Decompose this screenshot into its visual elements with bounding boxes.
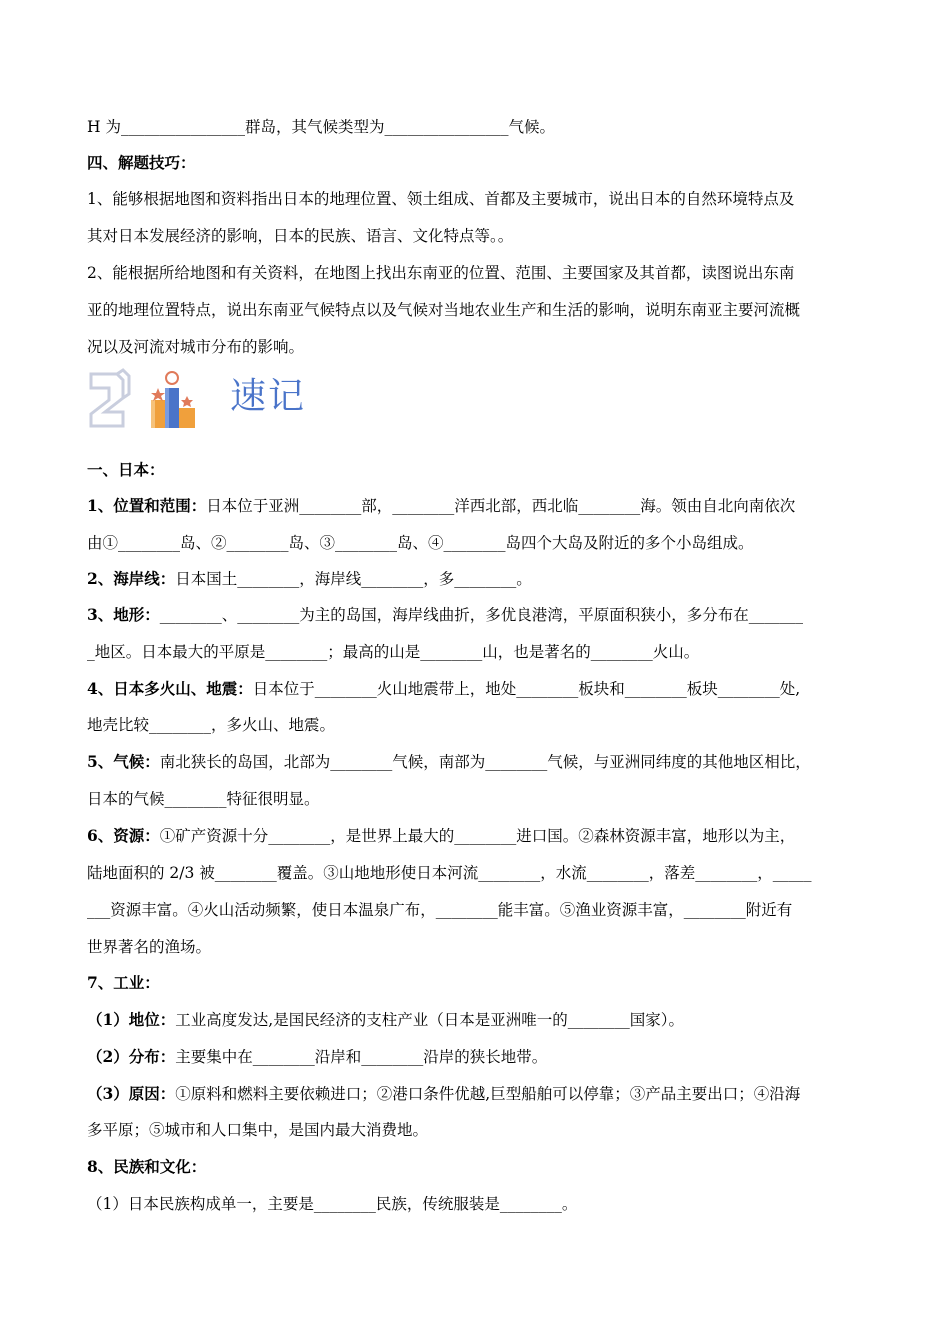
section-heading: 7、工业： <box>87 973 160 992</box>
text-line: H 为________________群岛，其气候类型为________________气候。 <box>87 118 555 136</box>
text-line <box>87 826 866 846</box>
section-heading: 四、解题技巧： <box>87 153 196 172</box>
text-line <box>87 1047 866 1067</box>
text-line: ___资源丰富。④火山活动频繁，使日本温泉广布，________能丰富。⑤渔业资源丰富，________附近有 <box>87 901 793 919</box>
text-line <box>87 569 866 589</box>
text-line: 1、能够根据地图和资料指出日本的地理位置、领土组成、首都及主要城市，说出日本的自然环境特点及 <box>87 190 795 208</box>
text-line <box>87 605 866 625</box>
logo-title: 速记 <box>230 376 307 417</box>
text-line: （1）日本民族构成单一，主要是________民族，传统服装是________。 <box>87 1195 578 1213</box>
item-text: ________、________为主的岛国，海岸线曲折，多优良港湾，平原面积狭小，多分布在_______ <box>159 606 804 624</box>
item-label: 3、地形： <box>87 605 160 624</box>
text-line <box>87 496 866 516</box>
text-line: 其对日本发展经济的影响，日本的民族、语言、文化特点等。。 <box>87 227 514 245</box>
text-line: 地壳比较________，多火山、地震。 <box>87 716 336 734</box>
item-text: ①矿产资源十分________，是世界上最大的________进口国。②森林资源丰富，地形以为主， <box>159 827 796 845</box>
text-line <box>87 752 866 772</box>
item-text: 日本位于________火山地震带上，地处________板块和________板块________处, <box>252 680 801 698</box>
text-line: 况以及河流对城市分布的影响。 <box>87 338 305 356</box>
item-label: 5、气候： <box>87 752 160 771</box>
text-line: 亚的地理位置特点，说出东南亚气候特点以及气候对当地农业生产和生活的影响，说明东南亚主要河流概 <box>87 301 801 319</box>
text-line: _地区。日本最大的平原是________；最高的山是________山，也是著名的________火山。 <box>87 643 700 661</box>
item-text: ①原料和燃料主要依赖进口；②港口条件优越,巨型船舶可以停靠；③产品主要出口；④沿海 <box>175 1085 801 1103</box>
item-label: 1、位置和范围： <box>87 496 207 515</box>
item-text: 工业高度发达,是国民经济的支柱产业（日本是亚洲唯一的________国家）。 <box>175 1011 684 1029</box>
item-label: 4、日本多火山、地震： <box>87 679 253 698</box>
item-label: 2、海岸线： <box>87 569 176 588</box>
section-heading: 一、日本： <box>87 460 165 479</box>
item-text: 日本国土________，海岸线________，多________。 <box>175 570 532 588</box>
item-text: 南北狭长的岛国，北部为________气候，南部为________气候，与亚洲同纬度的其他地区相比， <box>159 753 811 771</box>
text-line: 日本的气候________特征很明显。 <box>87 790 320 808</box>
item-label: （3）原因： <box>87 1084 176 1103</box>
item-text: 主要集中在________沿岸和________沿岸的狭长地带。 <box>175 1048 548 1066</box>
item-label: （2）分布： <box>87 1047 176 1066</box>
text-line: 由①________岛、②________岛、③________岛、④________岛四个大岛及附近的多个小岛组成。 <box>87 534 754 552</box>
text-line <box>87 1010 866 1030</box>
podium-icon <box>87 366 227 434</box>
quick-notes-logo <box>87 366 317 434</box>
text-line: 多平原；⑤城市和人口集中，是国内最大消费地。 <box>87 1121 429 1139</box>
item-label: 6、资源： <box>87 826 160 845</box>
item-text: 日本位于亚洲________部，________洋西北部，西北临________海。领由自北向南依次 <box>206 497 796 515</box>
text-line <box>87 1084 866 1104</box>
section-heading: 8、民族和文化： <box>87 1157 207 1176</box>
item-label: （1）地位： <box>87 1010 176 1029</box>
text-line: 2、能根据所给地图和有关资料，在地图上找出东南亚的位置、范围、主要国家及其首都，读图说出东南 <box>87 264 795 282</box>
text-line: 世界著名的渔场。 <box>87 938 212 956</box>
text-line <box>87 679 866 699</box>
text-line: 陆地面积的 2/3 被________覆盖。③山地地形使日本河流________，水流________，落差________，_____ <box>87 864 812 882</box>
